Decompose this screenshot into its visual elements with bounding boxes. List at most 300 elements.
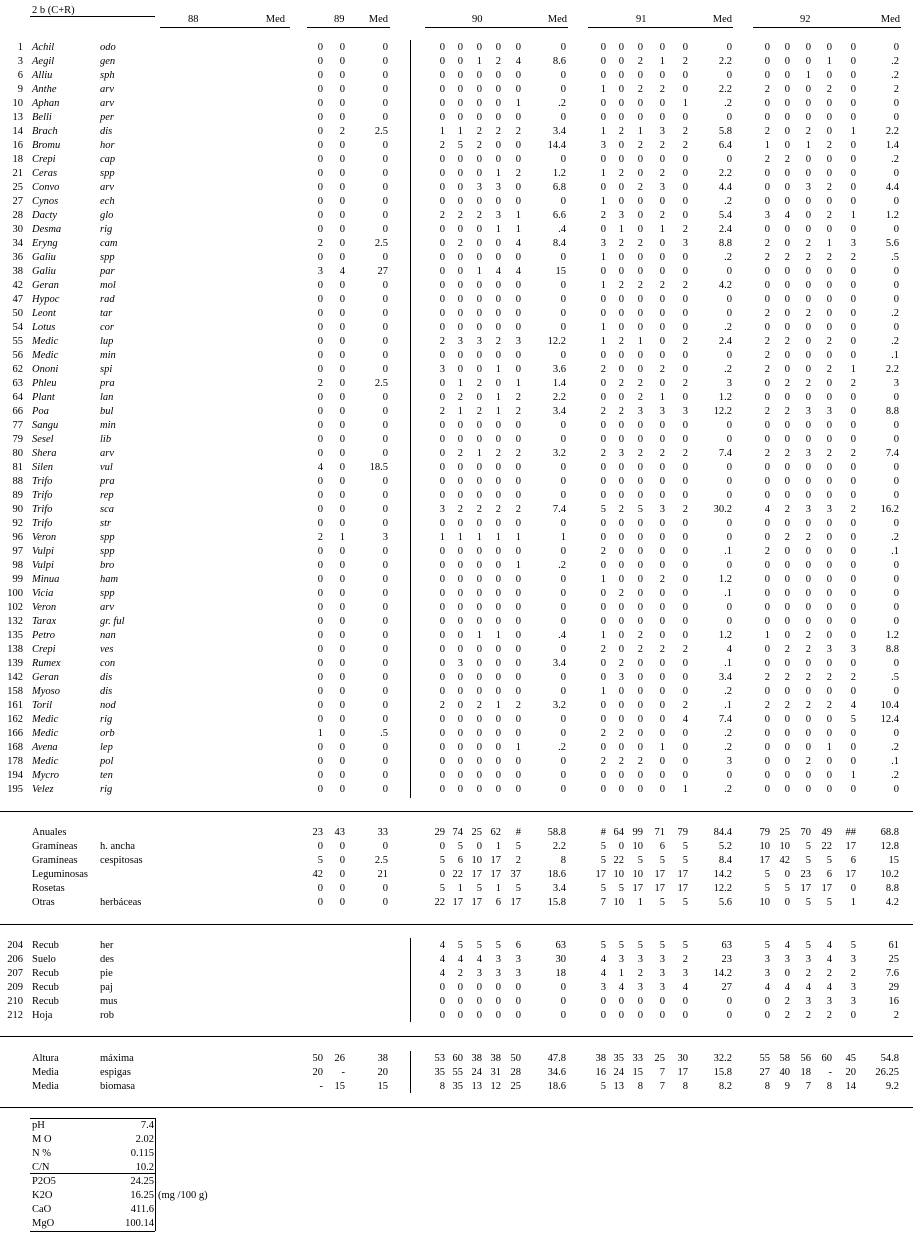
value-cell: 3: [805, 406, 811, 417]
value-cell: 18.6: [547, 869, 566, 880]
value-cell: 2: [805, 756, 811, 767]
value-cell: 0: [382, 322, 388, 333]
row-number: 195: [7, 784, 23, 795]
value-cell: 0: [637, 518, 643, 529]
value-cell: 2: [784, 504, 790, 515]
value-cell: 0: [682, 434, 688, 445]
value-cell: 1: [476, 448, 482, 459]
value-cell: 5: [600, 1081, 606, 1092]
value-cell: 3: [826, 406, 832, 417]
value-cell: 0: [339, 855, 345, 866]
value-cell: 2: [784, 252, 790, 263]
value-cell: 2: [784, 644, 790, 655]
value-cell: 0: [339, 168, 345, 179]
value-cell: 0: [850, 112, 856, 123]
value-cell: 1: [439, 126, 445, 137]
value-cell: 0: [339, 616, 345, 627]
value-cell: 0: [618, 490, 624, 501]
value-cell: 3: [495, 210, 501, 221]
value-cell: 0: [764, 378, 770, 389]
value-cell: 0: [659, 546, 665, 557]
value-cell: 0: [339, 714, 345, 725]
value-cell: 0: [457, 182, 463, 193]
value-cell: 0: [382, 252, 388, 263]
value-cell: 5: [682, 940, 688, 951]
value-cell: 17: [845, 841, 856, 852]
value-cell: 2: [659, 140, 665, 151]
value-cell: 0: [317, 616, 323, 627]
value-cell: 0: [764, 224, 770, 235]
value-cell: 0: [637, 546, 643, 557]
value-cell: 27: [759, 1067, 770, 1078]
value-cell: 0: [495, 462, 501, 473]
value-cell: 7: [659, 1067, 665, 1078]
value-cell: 0: [457, 546, 463, 557]
row-label: Recub: [32, 968, 59, 979]
value-cell: 0: [382, 210, 388, 221]
value-cell: 3: [784, 954, 790, 965]
row-label: Recub: [32, 940, 59, 951]
value-cell: 0: [805, 462, 811, 473]
value-cell: 0: [515, 658, 521, 669]
value-cell: 0: [560, 322, 566, 333]
value-cell: 0: [515, 1010, 521, 1021]
species-epithet: rig: [100, 224, 113, 235]
value-cell: 0: [618, 644, 624, 655]
value-cell: 4: [495, 266, 501, 277]
value-cell: #: [515, 827, 521, 838]
value-cell: 1: [850, 364, 856, 375]
value-cell: 6.4: [718, 140, 732, 151]
value-cell: 5: [764, 869, 770, 880]
value-cell: 0: [515, 420, 521, 431]
year-underline: [160, 27, 290, 28]
value-cell: 5.6: [885, 238, 899, 249]
value-cell: 1: [600, 630, 606, 641]
value-cell: 0: [457, 1010, 463, 1021]
value-cell: 0: [618, 196, 624, 207]
value-cell: 0: [439, 574, 445, 585]
value-cell: 0: [805, 112, 811, 123]
value-cell: 0: [618, 294, 624, 305]
value-cell: 0: [764, 56, 770, 67]
value-cell: 0: [560, 982, 566, 993]
value-cell: 0: [618, 350, 624, 361]
value-cell: 0: [476, 728, 482, 739]
value-cell: 5: [682, 897, 688, 908]
species-epithet: odo: [100, 42, 116, 53]
value-cell: 0: [339, 588, 345, 599]
value-cell: 0: [805, 350, 811, 361]
value-cell: 2.5: [374, 378, 388, 389]
species-epithet: pol: [100, 756, 114, 767]
value-cell: 0: [726, 996, 732, 1007]
value-cell: 25: [510, 1081, 521, 1092]
value-cell: 0: [476, 42, 482, 53]
value-cell: 0: [457, 770, 463, 781]
value-cell: 0: [682, 350, 688, 361]
value-cell: 0: [805, 364, 811, 375]
value-cell: 0: [682, 518, 688, 529]
value-cell: 5: [476, 883, 482, 894]
value-cell: 45: [845, 1053, 856, 1064]
soil-parameter-value: 10.2: [135, 1162, 154, 1173]
row-number: 6: [17, 70, 23, 81]
value-cell: 8: [439, 1081, 445, 1092]
value-cell: 68.8: [880, 827, 899, 838]
value-cell: 2: [476, 210, 482, 221]
value-cell: 4: [339, 266, 345, 277]
value-cell: 3: [439, 364, 445, 375]
value-cell: 0: [682, 42, 688, 53]
value-cell: 1: [682, 784, 688, 795]
value-cell: 0: [476, 364, 482, 375]
value-cell: 0: [439, 546, 445, 557]
value-cell: 0: [317, 140, 323, 151]
value-cell: 0: [682, 658, 688, 669]
value-cell: 0: [476, 322, 482, 333]
species-genus: Myoso: [32, 686, 60, 697]
value-cell: 10: [613, 869, 624, 880]
value-cell: 0: [618, 574, 624, 585]
value-cell: 0: [893, 168, 899, 179]
value-cell: 5: [637, 504, 643, 515]
value-cell: 0: [560, 350, 566, 361]
value-cell: .2: [724, 742, 732, 753]
row-sublabel: mus: [100, 996, 118, 1007]
value-cell: 3: [805, 996, 811, 1007]
value-cell: .2: [891, 336, 899, 347]
value-cell: 8.8: [885, 883, 899, 894]
value-cell: 0: [515, 982, 521, 993]
value-cell: 0: [382, 574, 388, 585]
value-cell: 0: [764, 728, 770, 739]
value-cell: 4: [784, 210, 790, 221]
value-cell: 3: [382, 532, 388, 543]
value-cell: 3: [637, 406, 643, 417]
species-genus: Geran: [32, 280, 59, 291]
value-cell: 0: [560, 588, 566, 599]
row-number: 99: [12, 574, 23, 585]
value-cell: 0: [495, 238, 501, 249]
value-cell: .2: [891, 70, 899, 81]
value-cell: 0: [600, 308, 606, 319]
row-number: 30: [12, 224, 23, 235]
value-cell: 0: [515, 462, 521, 473]
value-cell: 0: [560, 252, 566, 263]
value-cell: 16: [888, 996, 899, 1007]
value-cell: 20: [312, 1067, 323, 1078]
species-epithet: rig: [100, 784, 113, 795]
value-cell: 2: [637, 644, 643, 655]
value-cell: 0: [659, 378, 665, 389]
value-cell: 0: [805, 434, 811, 445]
value-cell: 1: [439, 532, 445, 543]
value-cell: 0: [560, 644, 566, 655]
value-cell: 0: [339, 686, 345, 697]
value-cell: 0: [784, 56, 790, 67]
value-cell: 0: [495, 742, 501, 753]
value-cell: 5: [476, 940, 482, 951]
value-cell: 2: [515, 448, 521, 459]
value-cell: 0: [515, 364, 521, 375]
value-cell: 6: [659, 841, 665, 852]
value-cell: 0: [784, 476, 790, 487]
value-cell: 2: [893, 84, 899, 95]
value-cell: 2: [682, 56, 688, 67]
species-genus: Mycro: [32, 770, 60, 781]
value-cell: 17: [654, 869, 665, 880]
value-cell: 0: [805, 420, 811, 431]
value-cell: .2: [891, 532, 899, 543]
species-epithet: pra: [100, 378, 115, 389]
value-cell: 1: [495, 700, 501, 711]
value-cell: 0: [382, 742, 388, 753]
value-cell: 0: [659, 42, 665, 53]
value-cell: 0: [515, 434, 521, 445]
value-cell: 2: [600, 728, 606, 739]
value-cell: 0: [382, 518, 388, 529]
value-cell: .2: [891, 770, 899, 781]
species-epithet: cam: [100, 238, 118, 249]
soil-parameter-label: CaO: [32, 1204, 52, 1215]
value-cell: 0: [495, 686, 501, 697]
value-cell: 17: [845, 869, 856, 880]
value-cell: 0: [637, 574, 643, 585]
value-cell: 0: [382, 154, 388, 165]
value-cell: 0: [515, 630, 521, 641]
value-cell: 0: [659, 532, 665, 543]
value-cell: 0: [317, 841, 323, 852]
row-sublabel: herbáceas: [100, 897, 142, 908]
row-number: 27: [12, 196, 23, 207]
value-cell: .2: [724, 252, 732, 263]
value-cell: 0: [618, 1010, 624, 1021]
value-cell: 0: [317, 644, 323, 655]
value-cell: 2: [764, 126, 770, 137]
value-cell: 0: [826, 518, 832, 529]
value-cell: 3: [600, 140, 606, 151]
value-cell: 0: [637, 616, 643, 627]
value-cell: 0: [495, 112, 501, 123]
row-sublabel: her: [100, 940, 114, 951]
species-epithet: nod: [100, 700, 116, 711]
value-cell: 0: [339, 742, 345, 753]
value-cell: 7: [659, 1081, 665, 1092]
value-cell: 0: [457, 196, 463, 207]
value-cell: 0: [495, 560, 501, 571]
value-cell: 0: [637, 560, 643, 571]
species-genus: Plant: [32, 392, 55, 403]
value-cell: 2: [784, 1010, 790, 1021]
value-cell: 13: [613, 1081, 624, 1092]
value-cell: 2: [495, 504, 501, 515]
value-cell: 56: [800, 1053, 811, 1064]
species-epithet: dis: [100, 686, 113, 697]
value-cell: 8.8: [718, 238, 732, 249]
value-cell: 0: [560, 42, 566, 53]
year-underline: [753, 27, 901, 28]
value-cell: 20: [845, 1067, 856, 1078]
value-cell: 0: [339, 280, 345, 291]
value-cell: 2: [600, 448, 606, 459]
value-cell: 0: [618, 112, 624, 123]
value-cell: 0: [317, 84, 323, 95]
value-cell: 0: [826, 490, 832, 501]
value-cell: 0: [495, 996, 501, 1007]
value-cell: 7.4: [718, 714, 732, 725]
value-cell: 0: [850, 560, 856, 571]
value-cell: 2: [600, 644, 606, 655]
value-cell: 0: [476, 112, 482, 123]
value-cell: 0: [382, 658, 388, 669]
species-epithet: gr. ful: [100, 616, 125, 627]
value-cell: 0: [560, 1010, 566, 1021]
value-cell: 0: [726, 476, 732, 487]
value-cell: 8: [637, 1081, 643, 1092]
value-cell: 2: [784, 996, 790, 1007]
value-cell: 0: [764, 784, 770, 795]
value-cell: 2: [618, 406, 624, 417]
value-cell: 17: [452, 897, 463, 908]
value-cell: 0: [439, 841, 445, 852]
value-cell: 0: [339, 252, 345, 263]
species-genus: Lotus: [32, 322, 56, 333]
value-cell: 0: [439, 238, 445, 249]
value-cell: 0: [726, 112, 732, 123]
value-cell: 2: [826, 252, 832, 263]
value-cell: 0: [439, 658, 445, 669]
value-cell: 15.8: [713, 1067, 732, 1078]
value-cell: 0: [600, 56, 606, 67]
value-cell: 0: [317, 560, 323, 571]
value-cell: 1: [850, 126, 856, 137]
species-genus: Phleu: [32, 378, 57, 389]
value-cell: .2: [724, 196, 732, 207]
value-cell: 0: [893, 112, 899, 123]
year-header-89: 89: [334, 14, 345, 25]
value-cell: 2: [784, 448, 790, 459]
value-cell: 2: [682, 644, 688, 655]
value-cell: 8.4: [718, 855, 732, 866]
value-cell: 0: [439, 1010, 445, 1021]
value-cell: 33: [377, 827, 388, 838]
value-cell: 2: [764, 308, 770, 319]
value-cell: 0: [805, 490, 811, 501]
value-cell: 2: [805, 126, 811, 137]
value-cell: 0: [339, 70, 345, 81]
value-cell: 2: [457, 210, 463, 221]
value-cell: 0: [764, 756, 770, 767]
value-cell: 0: [764, 490, 770, 501]
value-cell: 0: [495, 196, 501, 207]
value-cell: 0: [476, 462, 482, 473]
species-genus: Achil: [32, 42, 55, 53]
value-cell: 0: [457, 364, 463, 375]
value-cell: 17: [759, 855, 770, 866]
value-cell: 6: [826, 869, 832, 880]
value-cell: 0: [457, 602, 463, 613]
value-cell: 3: [659, 126, 665, 137]
value-cell: 0: [826, 308, 832, 319]
species-genus: Velez: [32, 784, 54, 795]
value-cell: 0: [682, 252, 688, 263]
row-number: 18: [12, 154, 23, 165]
value-cell: 0: [618, 252, 624, 263]
value-cell: 0: [317, 784, 323, 795]
value-cell: 0: [850, 98, 856, 109]
value-cell: 0: [826, 392, 832, 403]
value-cell: 1: [600, 84, 606, 95]
value-cell: 0: [682, 182, 688, 193]
value-cell: 0: [382, 56, 388, 67]
value-cell: 6: [457, 855, 463, 866]
value-cell: 0: [457, 350, 463, 361]
species-epithet: cap: [100, 154, 116, 165]
value-cell: 8: [764, 1081, 770, 1092]
value-cell: 0: [600, 378, 606, 389]
value-cell: 0: [317, 294, 323, 305]
value-cell: 5: [805, 841, 811, 852]
value-cell: 26: [334, 1053, 345, 1064]
value-cell: 8.8: [885, 406, 899, 417]
value-cell: 5: [659, 897, 665, 908]
value-cell: 0: [637, 532, 643, 543]
species-genus: Toril: [32, 700, 53, 711]
value-cell: 0: [659, 700, 665, 711]
value-cell: 0: [682, 112, 688, 123]
value-cell: 0: [784, 168, 790, 179]
value-cell: 12.2: [713, 406, 732, 417]
value-cell: .2: [558, 742, 566, 753]
value-cell: 2: [618, 378, 624, 389]
value-cell: 1.2: [885, 630, 899, 641]
value-cell: 0: [682, 742, 688, 753]
value-cell: 0: [439, 224, 445, 235]
value-cell: 2: [764, 672, 770, 683]
value-cell: 0: [850, 322, 856, 333]
value-cell: 0: [784, 602, 790, 613]
value-cell: 2: [317, 378, 323, 389]
value-cell: 8.8: [885, 644, 899, 655]
value-cell: 0: [637, 266, 643, 277]
value-cell: 0: [439, 252, 445, 263]
value-cell: 0: [764, 658, 770, 669]
value-cell: 4: [826, 954, 832, 965]
species-genus: Silen: [32, 462, 53, 473]
row-label: Anuales: [32, 827, 67, 838]
row-number: 38: [12, 266, 23, 277]
value-cell: 0: [805, 42, 811, 53]
value-cell: 2: [618, 504, 624, 515]
value-cell: 0: [826, 476, 832, 487]
value-cell: 0: [382, 308, 388, 319]
value-cell: 0: [439, 490, 445, 501]
value-cell: 5: [637, 940, 643, 951]
value-cell: 0: [805, 714, 811, 725]
value-cell: 0: [784, 658, 790, 669]
species-epithet: str: [100, 518, 112, 529]
species-epithet: rep: [100, 490, 114, 501]
value-cell: 0: [826, 756, 832, 767]
value-cell: 0: [317, 336, 323, 347]
value-cell: 0: [764, 98, 770, 109]
value-cell: 28: [510, 1067, 521, 1078]
value-cell: 0: [439, 350, 445, 361]
value-cell: 0: [476, 784, 482, 795]
species-epithet: mol: [100, 280, 116, 291]
value-cell: 21: [377, 869, 388, 880]
